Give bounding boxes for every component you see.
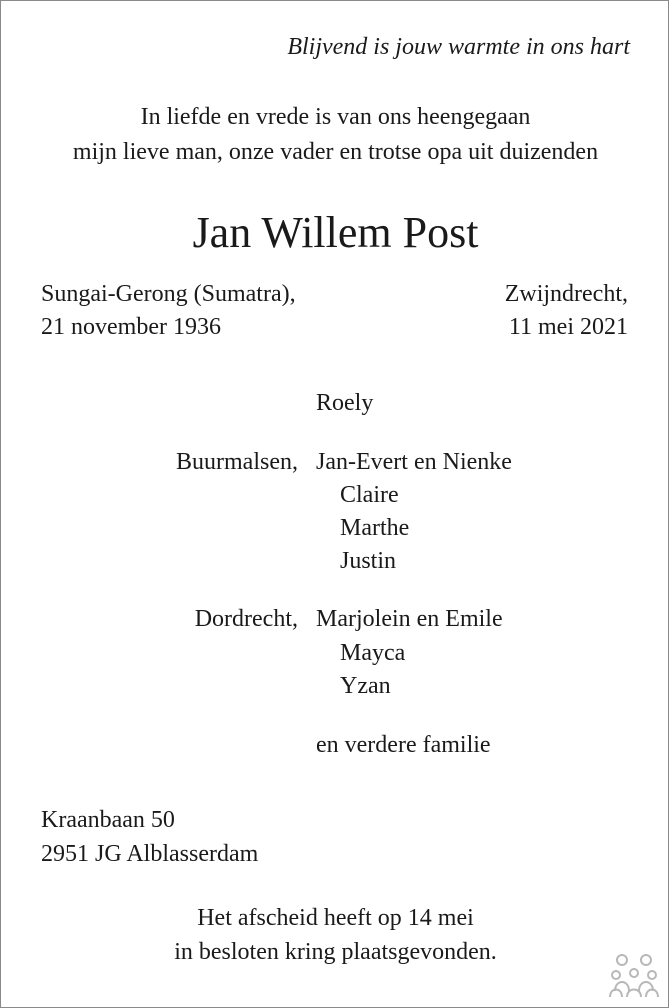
family-city-1: Buurmalsen, [176, 449, 298, 475]
grandchild-name: Mayca [340, 640, 406, 666]
intro-line-1: In liefde en vrede is van ons heengegaan [140, 104, 531, 130]
birth-place: Sungai-Gerong (Sumatra), [41, 281, 296, 307]
motto: Blijvend is jouw warmte in ons hart [287, 34, 630, 60]
address-street: Kraanbaan 50 [41, 807, 175, 833]
closing-line-2: in besloten kring plaatsgevonden. [174, 939, 497, 965]
grandchild-name: Yzan [340, 673, 391, 699]
address-postal-city: 2951 JG Alblasserdam [41, 841, 259, 867]
closing-line-1: Het afscheid heeft op 14 mei [197, 905, 474, 931]
people-group-icon [608, 951, 660, 999]
birth-date: 21 november 1936 [41, 314, 221, 340]
grandchild-name: Justin [340, 548, 397, 574]
family-couple-2: Marjolein en Emile [316, 606, 503, 632]
intro-line-2: mijn lieve man, onze vader en trotse opa uit duizenden [72, 139, 599, 165]
grandchild-name: Claire [340, 482, 399, 508]
spouse-name: Roely [316, 390, 374, 416]
further-family: en verdere familie [316, 732, 491, 758]
family-city-2: Dordrecht, [194, 606, 298, 632]
death-date: 11 mei 2021 [508, 314, 628, 340]
deceased-name: Jan Willem Post [192, 208, 479, 257]
family-couple-1: Jan-Evert en Nienke [316, 449, 512, 475]
grandchild-name: Marthe [340, 515, 410, 541]
death-place: Zwijndrecht, [504, 281, 628, 307]
